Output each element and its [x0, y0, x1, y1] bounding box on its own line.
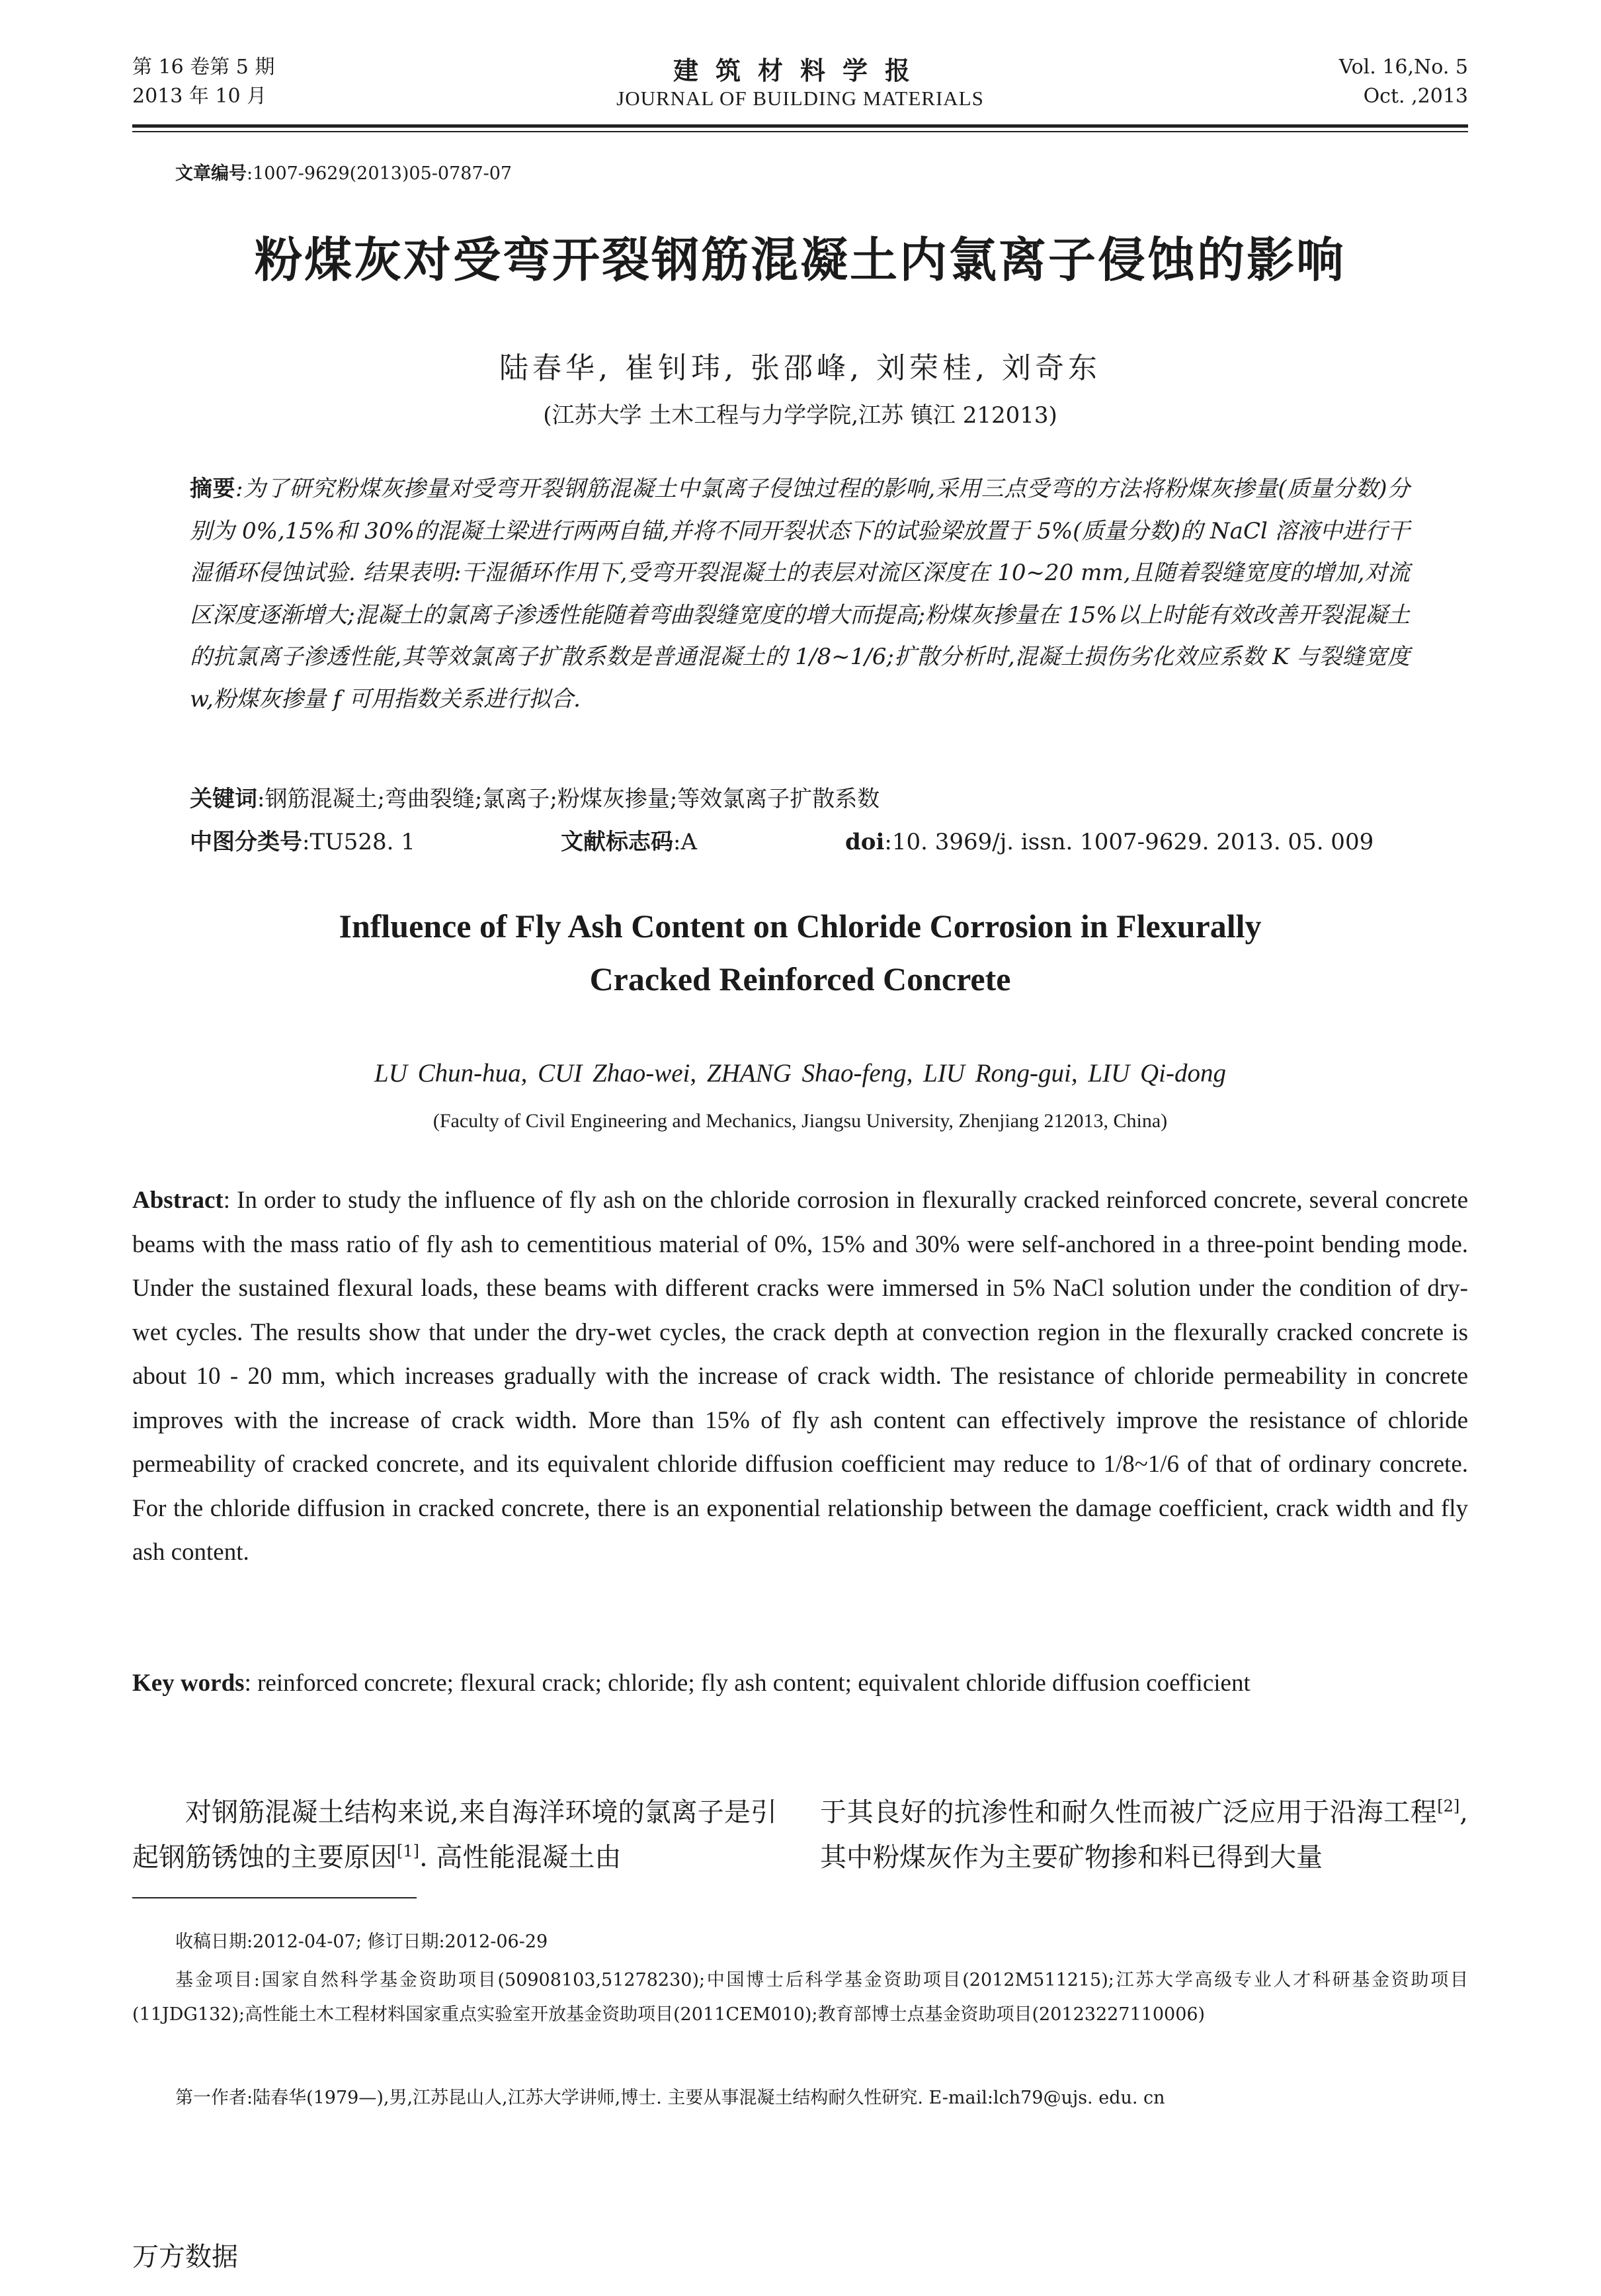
body-column-right [820, 1790, 1468, 1880]
doi [845, 826, 1414, 859]
clc-number [190, 826, 587, 859]
abstract-en-label: Abstract [132, 1187, 224, 1214]
body-column-left [132, 1790, 777, 1880]
abstract-en [132, 1179, 1468, 1575]
keywords-cn-text: :钢筋混凝土;弯曲裂缝;氯离子;粉煤灰掺量;等效氯离子扩散系数 [257, 786, 880, 812]
date-en: Oct. ,2013 [1363, 85, 1468, 108]
journal-name-en: JOURNAL OF BUILDING MATERIALS [616, 87, 984, 110]
document-code [561, 826, 839, 859]
keywords-en-label: Key words [132, 1670, 245, 1697]
body-right-text-b: ,其中粉煤灰作为主要矿物掺和料已得到大量 [820, 1797, 1468, 1873]
body-left-text-b: . 高性能混凝土由 [419, 1842, 622, 1873]
footnote-funding [132, 1963, 1468, 2032]
footnote-first-author: 第一作者:陆春华(1979—),男,江苏昆山人,江苏大学讲师,博士. 主要从事混凝土结构耐久性研究. E-mail:lch79@ujs. edu. cn [175, 2088, 1165, 2108]
header-right [1190, 53, 1468, 111]
keywords-en [132, 1662, 1468, 1706]
authors-en: LU Chun-hua, CUI Zhao-wei, ZHANG Shao-feng, LIU Rong-gui, LIU Qi-dong [374, 1059, 1226, 1087]
affiliation-cn: (江苏大学 土木工程与力学学院,江苏 镇江 212013) [543, 402, 1057, 429]
keywords-cn [190, 783, 1410, 816]
title-en [132, 900, 1468, 1005]
authors-cn: 陆春华, 崔钊玮, 张邵峰, 刘荣桂, 刘奇东 [499, 351, 1101, 385]
keywords-cn-label: 关键词 [190, 786, 257, 812]
volume-cn: 第 16 卷第 5 期 [132, 56, 275, 79]
title-cn: 粉煤灰对受弯开裂钢筋混凝土内氯离子侵蚀的影响 [254, 232, 1346, 288]
abstract-cn [190, 468, 1410, 720]
title-en-line1: Influence of Fly Ash Content on Chloride Corrosion in Flexurally [339, 908, 1262, 945]
header-rule-thin [132, 131, 1468, 132]
journal-name-cn: 建筑材料学报 [673, 56, 927, 85]
abstract-en-text: : In order to study the influence of fly ash on the chloride corrosion in flexurally cracked reinforced concrete, several concrete beams with the mass ratio of fly ash to cementitious material of 0%, 15% and 30% were self-anchored in a three-point bending mode. Under the sustained flexural loads, these beams with different cracks were immersed in 5% NaCl solution under the condition of dry-wet cycles. The results show that under the dry-wet cycles, the crack depth at convection region in the flexurally cracked concrete is about 10 - 20 mm, which increases gradually with the increase of crack width. The resistance of chloride permeability in concrete improves with the increase of crack width. More than 15% of fly ash content can effectively improve the resistance of chloride permeability of cracked concrete, and its equivalent chloride diffusion coefficient may reduce to 1/8~1/6 of that of ordinary concrete. For the chloride diffusion in cracked concrete, there is an exponential relationship between the damage coefficient, crack width and fly ash content. [132, 1187, 1468, 1566]
affiliation-en: (Faculty of Civil Engineering and Mechanics, Jiangsu University, Zhenjiang 212013, China) [432, 1110, 1168, 1132]
date-cn: 2013 年 10 月 [132, 85, 267, 108]
abstract-cn-label: 摘要 [190, 476, 236, 502]
footnote-rule [132, 1897, 417, 1898]
abstract-cn-text: :为了研究粉煤灰掺量对受弯开裂钢筋混凝土中氯离子侵蚀过程的影响,采用三点受弯的方法将粉煤灰掺量(质量分数)分别为 0%,15%和 30%的混凝土梁进行两两自锚,并将不同开裂状态下的试验梁放置于 5%(质量分数)的 NaCl 溶液中进行干湿循环侵蚀试验. 结果表明:干湿循环作用下,受弯开裂混凝土的表层对流区深度在 10~20 mm,且随着裂缝宽度的增加,对流区深度逐渐增大;混凝土的氯离子渗透性能随着弯曲裂缝宽度的增大而提高;粉煤灰掺量在 15%以上时能有效改善开裂混凝土的抗氯离子渗透性能,其等效氯离子扩散系数是普通混凝土的 1/8~1/6;扩散分析时,混凝土损伤劣化效应系数 K 与裂缝宽度 w,粉煤灰掺量 f 可用指数关系进行拟合. [190, 476, 1410, 712]
volume-en: Vol. 16,No. 5 [1338, 56, 1468, 79]
keywords-en-text: : reinforced concrete; flexural crack; chloride; fly ash content; equivalent chloride diffusion coefficient [244, 1670, 1251, 1697]
header-left [132, 53, 410, 111]
body-left-text-a: 对钢筋混凝土结构来说,来自海洋环境的氯离子是引起钢筋锈蚀的主要原因 [132, 1797, 777, 1873]
watermark: 万方数据 [132, 2242, 238, 2272]
footnote-received: 收稿日期:2012-04-07; 修订日期:2012-06-29 [175, 1932, 548, 1952]
doc-code-value: :A [673, 829, 698, 855]
body-left-ref: [1] [397, 1842, 419, 1861]
doi-label: doi [845, 829, 885, 855]
article-number-value: :1007-9629(2013)05-0787-07 [247, 163, 513, 184]
body-right-ref: [2] [1437, 1797, 1460, 1816]
clc-value: :TU528. 1 [302, 829, 415, 855]
footnote-funding-text: 国家自然科学基金资助项目(50908103,51278230);中国博士后科学基金资助项目(2012M511215);江苏大学高级专业人才科研基金资助项目(11JDG132);高性能土木工程材料国家重点实验室开放基金资助项目(2011CEM010);教育部博士点基金资助项目(20123227110006) [132, 1970, 1468, 2025]
doi-value: :10. 3969/j. issn. 1007-9629. 2013. 05. 009 [884, 829, 1374, 855]
header-rule-thick [132, 124, 1468, 128]
article-number [175, 159, 969, 185]
title-en-line2: Cracked Reinforced Concrete [589, 960, 1011, 998]
doc-code-label: 文献标志码 [561, 829, 673, 855]
clc-label: 中图分类号 [190, 829, 302, 855]
header-center [463, 50, 1137, 110]
article-number-label: 文章编号 [175, 163, 247, 184]
body-right-text-a: 于其良好的抗渗性和耐久性而被广泛应用于沿海工程 [820, 1797, 1438, 1828]
footnote-funding-label: 基金项目: [175, 1970, 261, 1990]
